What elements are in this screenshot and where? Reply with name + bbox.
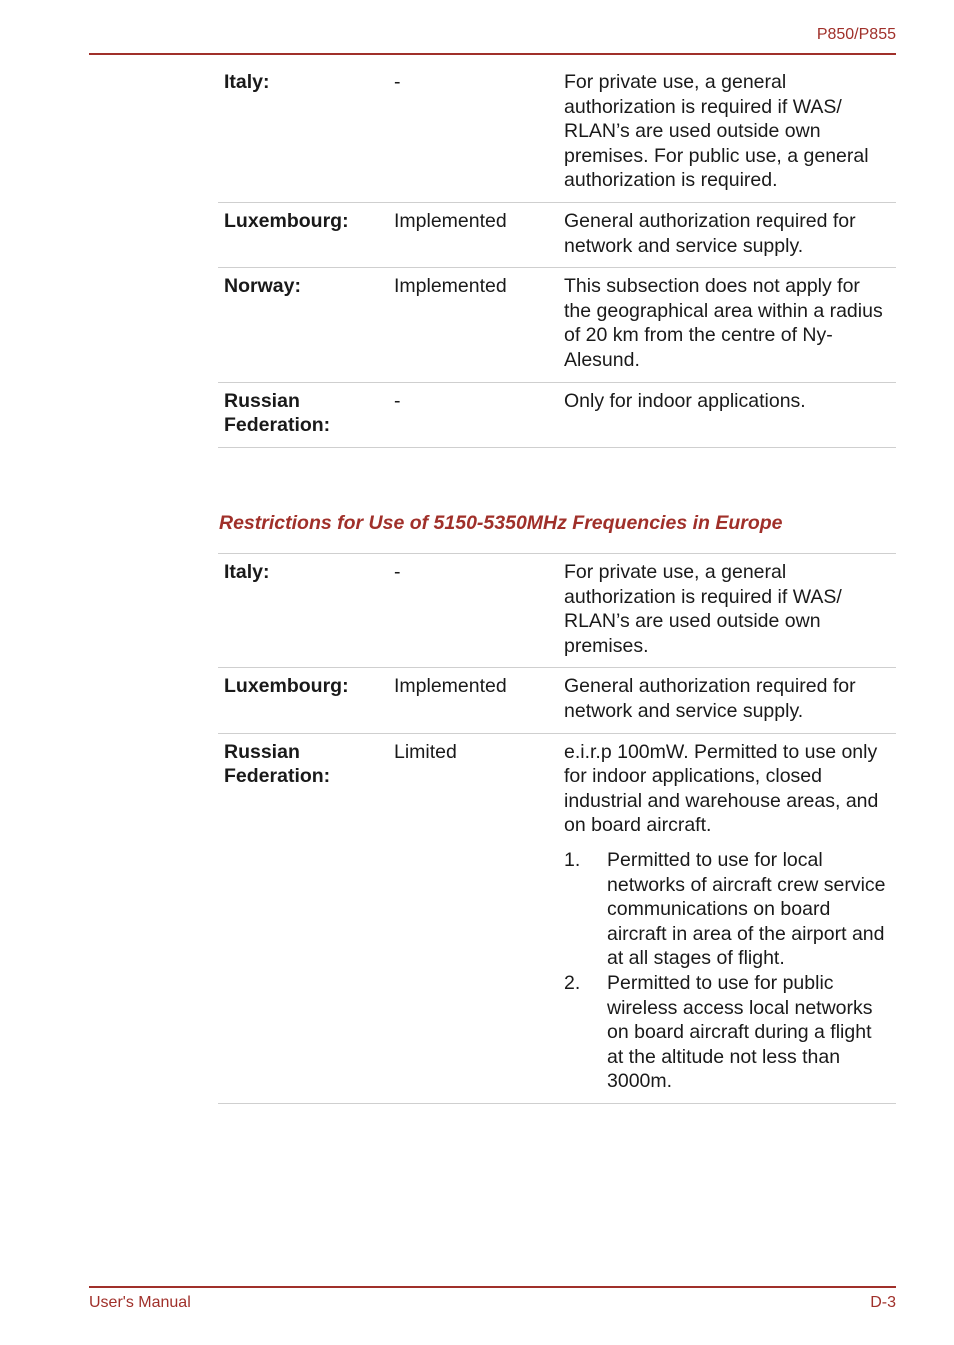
status-cell: Limited xyxy=(394,740,457,763)
table-row xyxy=(218,64,896,202)
country-line: Russian xyxy=(224,389,300,412)
status-cell: Implemented xyxy=(394,275,507,298)
header-rule xyxy=(89,53,896,55)
note-cell xyxy=(558,733,896,1103)
status-cell: - xyxy=(394,71,401,93)
country-table-2 xyxy=(218,553,896,1104)
note-cell: This subsection does not apply for the geographical area within a radius of 20 km from the centre of Ny-Alesund. xyxy=(564,275,883,371)
section-title: Restrictions for Use of 5150-5350MHz Frequencies in Europe xyxy=(219,512,783,534)
list-text: Permitted to use for public wireless access local networks on board aircraft during a flight at the altitude not less than 3000m. xyxy=(607,971,873,1093)
table-row xyxy=(218,202,896,267)
country-cell xyxy=(218,733,388,1103)
table-row xyxy=(218,668,896,733)
country-line: Federation: xyxy=(224,414,331,437)
list-item xyxy=(564,971,888,1094)
numbered-list xyxy=(564,848,888,1094)
list-text: Permitted to use for local networks of aircraft crew service communications on board aircraft in area of the airport and at all stages of flight. xyxy=(607,848,886,970)
note-cell: For private use, a general authorization is required if WAS/ RLAN’s are used outside own premises. For public use, a general authorization is required. xyxy=(564,71,869,192)
list-item xyxy=(564,848,888,971)
country-line: Russian xyxy=(224,740,300,763)
note-cell: General authorization required for network and service supply. xyxy=(564,675,856,722)
country-cell: Norway: xyxy=(224,275,301,298)
table-row xyxy=(218,268,896,382)
country-cell: Italy: xyxy=(224,561,270,583)
country-cell: Luxembourg: xyxy=(224,209,349,232)
country-cell xyxy=(218,382,388,447)
footer-manual-title: User's Manual xyxy=(89,1294,191,1311)
header-model: P850/P855 xyxy=(816,26,896,43)
footer-rule xyxy=(89,1286,896,1288)
country-cell: Italy: xyxy=(224,71,270,93)
note-cell: General authorization required for network and service supply. xyxy=(564,209,856,257)
list-number: 1. xyxy=(564,848,581,871)
country-table-1 xyxy=(218,64,896,448)
status-cell: - xyxy=(394,561,401,583)
status-cell: Implemented xyxy=(394,675,507,698)
country-cell: Luxembourg: xyxy=(224,675,349,698)
table-row xyxy=(218,733,896,1103)
note-text: e.i.r.p 100mW. Permitted to use only for indoor applications, closed industrial and warehouse areas, and on board aircraft. xyxy=(564,740,879,837)
note-cell: For private use, a general authorization is required if WAS/ RLAN’s are used outside own premises. xyxy=(564,561,842,657)
list-number: 2. xyxy=(564,971,581,994)
status-cell: Implemented xyxy=(394,209,507,232)
footer-page-number: D-3 xyxy=(870,1294,896,1311)
note-cell: Only for indoor applications. xyxy=(564,389,806,412)
table-row xyxy=(218,554,896,668)
table-row xyxy=(218,382,896,447)
status-cell: - xyxy=(394,389,401,412)
country-line: Federation: xyxy=(224,765,331,788)
